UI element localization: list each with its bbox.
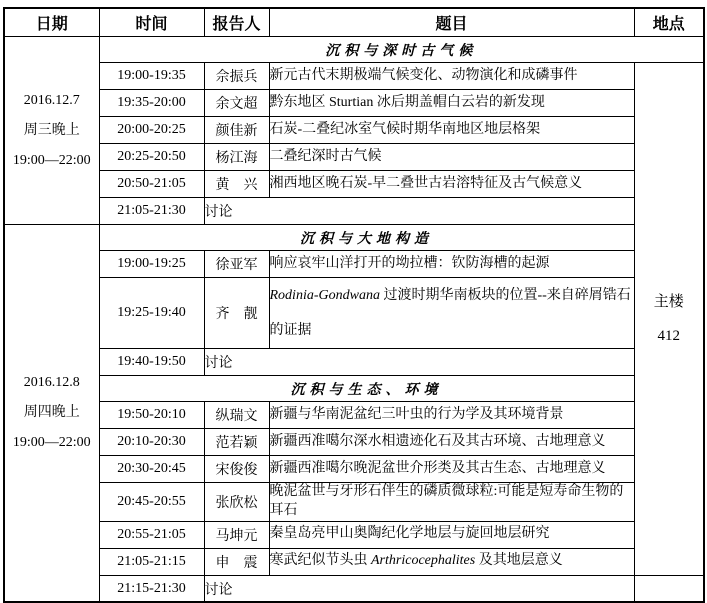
talk-title-cell bbox=[269, 144, 634, 171]
title-segment: 石炭-二叠纪冰室气候时期华南地区地层格架 bbox=[269, 121, 541, 137]
header-cell-title: 题目 bbox=[269, 8, 634, 37]
location-line: 412 bbox=[657, 327, 680, 344]
time-cell: 20:25-20:50 bbox=[99, 144, 204, 171]
date-cell bbox=[4, 225, 99, 603]
title-segment: 湘西地区晚石炭-早二叠世古岩溶特征及古气候意义 bbox=[269, 175, 583, 191]
title-segment: 过渡时期华南板块的位置--来自碎屑锆石的证据 bbox=[269, 288, 631, 338]
discussion-cell: 讨论 bbox=[204, 198, 634, 225]
title-segment-italic: Rodinia-Gondwana bbox=[269, 288, 380, 303]
speaker-cell: 颜佳新 bbox=[204, 117, 269, 144]
table-row bbox=[4, 251, 704, 278]
location-line: 主楼 bbox=[653, 293, 684, 310]
time-cell: 21:05-21:30 bbox=[99, 198, 204, 225]
title-segment: 及其地层意义 bbox=[475, 553, 563, 569]
title-segment: 晚泥盆世与牙形石伴生的磷质微球粒:可能是短寿命生物的耳石 bbox=[269, 484, 624, 518]
talk-title-cell bbox=[269, 548, 634, 575]
header-cell-location: 地点 bbox=[634, 8, 704, 37]
table-row bbox=[4, 456, 704, 483]
time-cell: 19:00-19:25 bbox=[99, 251, 204, 278]
talk-title-cell bbox=[269, 117, 634, 144]
date-line: 19:00—22:00 bbox=[12, 435, 91, 451]
table-row bbox=[4, 171, 704, 198]
title-segment: 新疆西准噶尔深水相遗迹化石及其古环境、古地理意义 bbox=[269, 433, 606, 449]
location-cell-empty bbox=[634, 575, 704, 602]
header-cell-speaker: 报告人 bbox=[204, 8, 269, 37]
talk-title-cell bbox=[269, 521, 634, 548]
title-segment: 寒武纪似节头虫 bbox=[269, 553, 371, 569]
table-row bbox=[4, 548, 704, 575]
talk-title-cell bbox=[269, 251, 634, 278]
talk-title-cell bbox=[269, 456, 634, 483]
title-segment: 黔东地区 Sturtian 冰后期盖帽白云岩的新发现 bbox=[269, 94, 545, 110]
speaker-cell: 徐亚军 bbox=[204, 251, 269, 278]
speaker-cell: 黄 兴 bbox=[204, 171, 269, 198]
header-cell-time: 时间 bbox=[99, 8, 204, 37]
table-row bbox=[4, 37, 704, 63]
talk-title-cell bbox=[269, 483, 634, 522]
table-row bbox=[4, 225, 704, 251]
date-line: 周三晚上 bbox=[23, 122, 80, 138]
time-cell: 21:15-21:30 bbox=[99, 575, 204, 602]
table-row bbox=[4, 90, 704, 117]
table-row bbox=[4, 198, 704, 225]
table-row bbox=[4, 575, 704, 602]
title-segment: 新疆与华南泥盆纪三叶虫的行为学及其环境背景 bbox=[269, 406, 564, 422]
time-cell: 20:55-21:05 bbox=[99, 521, 204, 548]
talk-title-cell bbox=[269, 63, 634, 90]
speaker-cell: 佘振兵 bbox=[204, 63, 269, 90]
table-row bbox=[4, 402, 704, 429]
table-row bbox=[4, 483, 704, 522]
time-cell: 21:05-21:15 bbox=[99, 548, 204, 575]
schedule-table bbox=[3, 7, 705, 603]
time-cell: 19:50-20:10 bbox=[99, 402, 204, 429]
title-segment: 新元古代末期极端气候变化、动物演化和成磷事件 bbox=[269, 67, 578, 83]
session-section-title: 沉积与生态、环境 bbox=[99, 376, 634, 402]
time-cell: 20:30-20:45 bbox=[99, 456, 204, 483]
date-line: 19:00—22:00 bbox=[12, 152, 91, 168]
time-cell: 19:25-19:40 bbox=[99, 278, 204, 349]
session-section-title: 沉积与深时古气候 bbox=[99, 37, 704, 63]
table-row bbox=[4, 376, 704, 402]
talk-title-cell bbox=[269, 90, 634, 117]
title-segment: 二叠纪深时古气候 bbox=[269, 148, 382, 164]
discussion-cell: 讨论 bbox=[204, 349, 634, 376]
date-line: 周四晚上 bbox=[23, 405, 80, 421]
speaker-cell: 纵瑞文 bbox=[204, 402, 269, 429]
speaker-cell: 范若颖 bbox=[204, 429, 269, 456]
time-cell: 20:45-20:55 bbox=[99, 483, 204, 522]
table-row bbox=[4, 349, 704, 376]
header-cell-date: 日期 bbox=[4, 8, 99, 37]
time-cell: 19:00-19:35 bbox=[99, 63, 204, 90]
speaker-cell: 申 震 bbox=[204, 548, 269, 575]
time-cell: 19:40-19:50 bbox=[99, 349, 204, 376]
header-row bbox=[4, 8, 704, 37]
date-line: 2016.12.8 bbox=[23, 375, 80, 391]
speaker-cell: 张欣松 bbox=[204, 483, 269, 522]
speaker-cell: 宋俊俊 bbox=[204, 456, 269, 483]
table-row bbox=[4, 117, 704, 144]
table-row bbox=[4, 278, 704, 349]
session-section-title: 沉积与大地构造 bbox=[99, 225, 634, 251]
date-line: 2016.12.7 bbox=[23, 92, 80, 108]
schedule-page bbox=[0, 7, 707, 598]
time-cell: 20:00-20:25 bbox=[99, 117, 204, 144]
table-row bbox=[4, 63, 704, 90]
speaker-cell: 杨江海 bbox=[204, 144, 269, 171]
title-segment: 新疆西准噶尔晚泥盆世介形类及其古生态、古地理意义 bbox=[269, 460, 606, 476]
talk-title-cell bbox=[269, 171, 634, 198]
talk-title-cell bbox=[269, 402, 634, 429]
title-segment: 响应哀牢山洋打开的坳拉槽：钦防海槽的起源 bbox=[269, 255, 550, 271]
title-segment: 秦皇岛亮甲山奥陶纪化学地层与旋回地层研究 bbox=[269, 526, 550, 542]
time-cell: 20:10-20:30 bbox=[99, 429, 204, 456]
speaker-cell: 齐 靓 bbox=[204, 278, 269, 349]
discussion-cell: 讨论 bbox=[204, 575, 634, 602]
talk-title-cell bbox=[269, 278, 634, 349]
table-row bbox=[4, 429, 704, 456]
time-cell: 19:35-20:00 bbox=[99, 90, 204, 117]
speaker-cell: 马坤元 bbox=[204, 521, 269, 548]
time-cell: 20:50-21:05 bbox=[99, 171, 204, 198]
title-segment-italic: Arthricocephalites bbox=[371, 553, 476, 569]
talk-title-cell bbox=[269, 429, 634, 456]
schedule-body bbox=[4, 37, 704, 603]
location-cell bbox=[634, 63, 704, 576]
date-cell bbox=[4, 37, 99, 225]
table-row bbox=[4, 144, 704, 171]
speaker-cell: 余文超 bbox=[204, 90, 269, 117]
table-row bbox=[4, 521, 704, 548]
